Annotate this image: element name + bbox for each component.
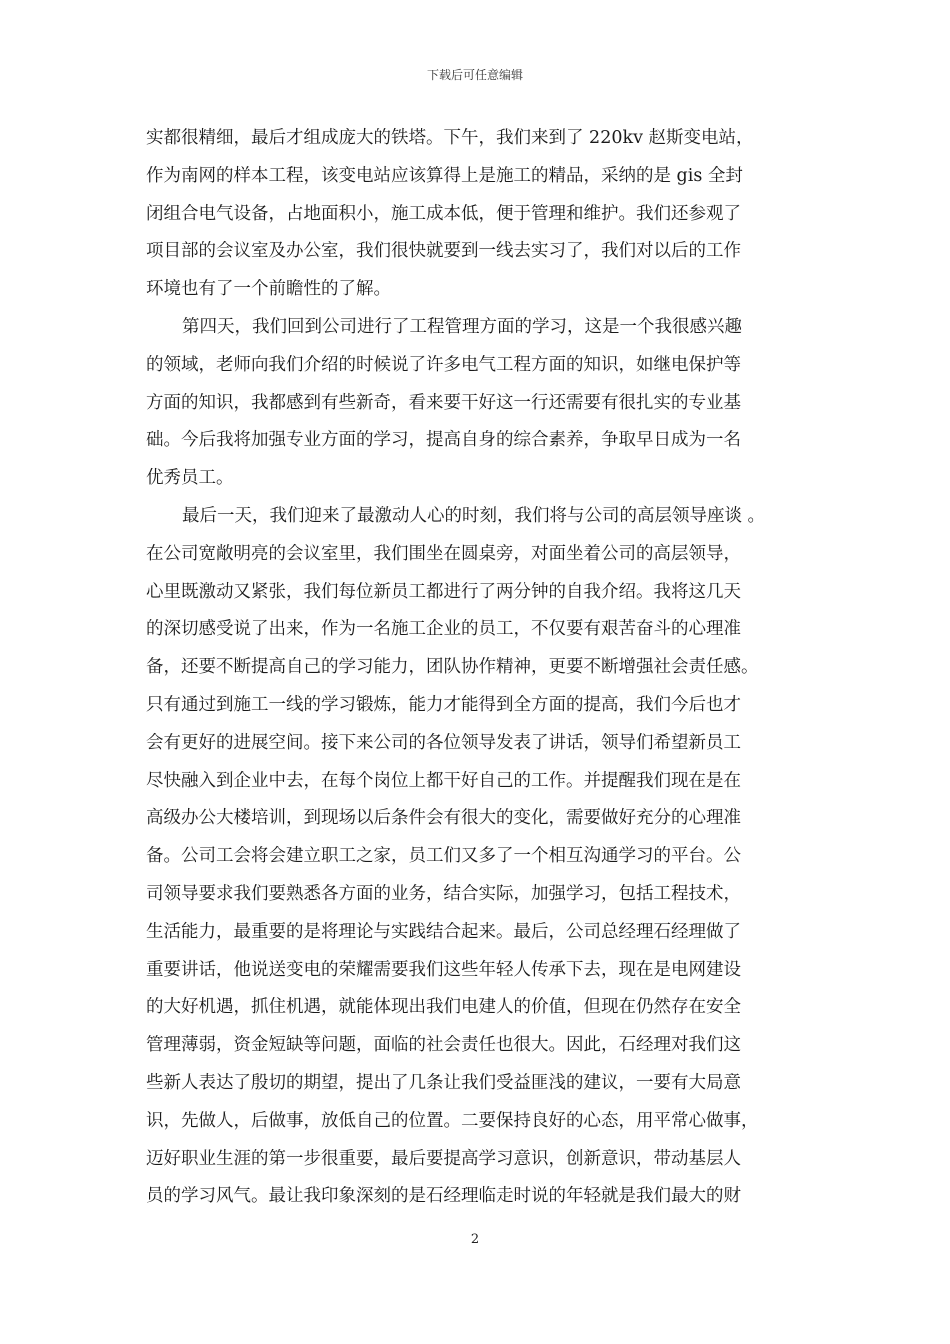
text-line: 的大好机遇，抓住机遇，就能体现出我们电建人的价值，但现在仍然存在安全 bbox=[146, 997, 741, 1018]
page-header: 下载后可任意编辑 bbox=[426, 68, 523, 82]
text-line: 优秀员工。 bbox=[146, 468, 234, 489]
text-line: 实都很精细，最后才组成庞大的铁塔。下午，我们来到了 220kv 赵斯变电站， bbox=[146, 128, 754, 148]
text-line: 方面的知识，我都感到有些新奇，看来要干好这一行还需要有很扎实的专业基 bbox=[146, 392, 741, 413]
text-line: 只有通过到施工一线的学习锻炼，能力才能得到全方面的提高，我们今后也才 bbox=[146, 694, 741, 715]
document-body bbox=[146, 120, 806, 1216]
text-line: 尽快融入到企业中去，在每个岗位上都干好自己的工作。并提醒我们现在是在 bbox=[146, 770, 741, 791]
text-line: 司领导要求我们要熟悉各方面的业务，结合实际，加强学习，包括工程技术， bbox=[146, 883, 741, 904]
text-line: 会有更好的进展空间。接下来公司的各位领导发表了讲话，领导们希望新员工 bbox=[146, 732, 741, 753]
text-line: 重要讲话，他说送变电的荣耀需要我们这些年轻人传承下去，现在是电网建设 bbox=[146, 959, 741, 980]
text-line: 环境也有了一个前瞻性的了解。 bbox=[146, 279, 391, 300]
text-line: 生活能力，最重要的是将理论与实践结合起来。最后，公司总经理石经理做了 bbox=[146, 921, 741, 942]
text-line: 第四天，我们回到公司进行了工程管理方面的学习，这是一个我很感兴趣 bbox=[182, 316, 742, 337]
text-line: 的领域，老师向我们介绍的时候说了许多电气工程方面的知识，如继电保护等 bbox=[146, 354, 741, 375]
text-line: 心里既激动又紧张，我们每位新员工都进行了两分钟的自我介绍。我将这几天 bbox=[146, 581, 741, 602]
text-line: 识，先做人，后做事，放低自己的位置。二要保持良好的心态，用平常心做事， bbox=[146, 1110, 759, 1131]
text-line: 迈好职业生涯的第一步很重要，最后要提高学习意识，创新意识，带动基层人 bbox=[146, 1148, 741, 1169]
text-line: 闭组合电气设备，占地面积小，施工成本低，便于管理和维护。我们还参观了 bbox=[146, 203, 741, 224]
text-line: 备，还要不断提高自己的学习能力，团队协作精神，更要不断增强社会责任感。 bbox=[146, 657, 759, 678]
page-number: 2 bbox=[470, 1232, 480, 1247]
text-line: 作为南网的样本工程，该变电站应该算得上是施工的精品，采纳的是 gis 全封 bbox=[146, 165, 743, 186]
text-line: 在公司宽敞明亮的会议室里，我们围坐在圆桌旁，对面坐着公司的高层领导， bbox=[146, 543, 741, 564]
text-line: 础。今后我将加强专业方面的学习，提高自身的综合素养，争取早日成为一名 bbox=[146, 430, 741, 451]
text-line: 些新人表达了殷切的期望，提出了几条让我们受益匪浅的建议，一要有大局意 bbox=[146, 1072, 741, 1093]
text-line: 高级办公大楼培训，到现场以后条件会有很大的变化，需要做好充分的心理准 bbox=[146, 808, 741, 829]
text-line: 项目部的会议室及办公室，我们很快就要到一线去实习了，我们对以后的工作 bbox=[146, 241, 741, 262]
text-line: 员的学习风气。最让我印象深刻的是石经理临走时说的年轻就是我们最大的财 bbox=[146, 1186, 741, 1207]
text-line: 最后一天，我们迎来了最激动人心的时刻，我们将与公司的高层领导座谈 。 bbox=[182, 505, 766, 526]
text-line: 的深切感受说了出来，作为一名施工企业的员工，不仅要有艰苦奋斗的心理准 bbox=[146, 619, 741, 640]
text-line: 备。公司工会将会建立职工之家，员工们又多了一个相互沟通学习的平台。公 bbox=[146, 846, 741, 867]
text-line: 管理薄弱，资金短缺等问题，面临的社会责任也很大。因此，石经理对我们这 bbox=[146, 1035, 741, 1056]
